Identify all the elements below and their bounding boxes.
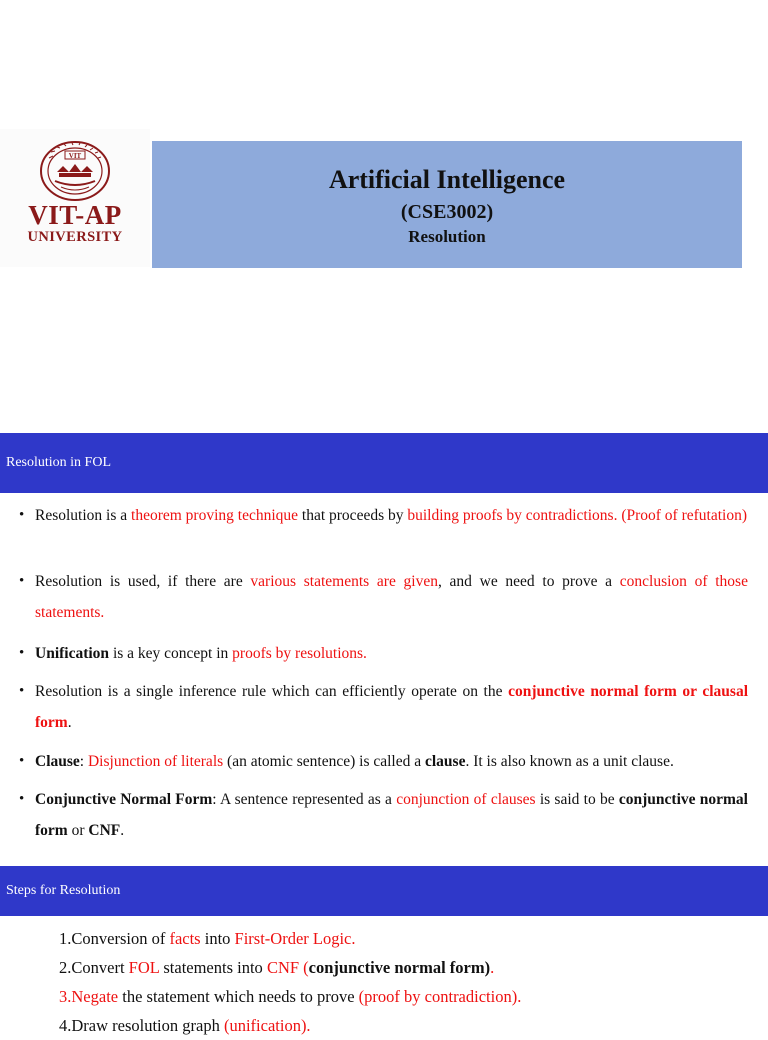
title-slide bbox=[0, 0, 768, 410]
logo-subtitle: UNIVERSITY bbox=[27, 229, 123, 245]
seal-label: VIT bbox=[68, 152, 82, 160]
university-logo bbox=[0, 129, 150, 267]
bullet-icon: • bbox=[19, 507, 25, 523]
bullet-item: • Conjunctive Normal Form: A sentence represented as a conjunction of clauses is said to be conjunctive normal form or CNF. bbox=[35, 784, 748, 846]
bullet-item: • Resolution is a single inference rule which can efficiently operate on the conjunctive normal form or clausal form. bbox=[35, 676, 748, 738]
steps-list bbox=[59, 924, 759, 1040]
bullet-item: • Resolution is a theorem proving technique that proceeds by building proofs by contradictions. (Proof of refutation) bbox=[35, 500, 748, 531]
section-heading-resolution-in-fol: Resolution in FOL bbox=[0, 433, 768, 493]
course-code: (CSE3002) bbox=[400, 201, 494, 223]
bullet-item: • Clause: Disjunction of literals (an atomic sentence) is called a clause. It is also known as a unit clause. bbox=[35, 746, 748, 777]
step-item: 2.Convert FOL statements into CNF (conjunctive normal form). bbox=[59, 958, 495, 977]
course-title: Artificial Intelligence bbox=[328, 165, 566, 194]
bullet-item: • Unification is a key concept in proofs by resolutions. bbox=[35, 638, 748, 669]
bullet-icon: • bbox=[19, 573, 25, 589]
bullet-icon: • bbox=[19, 791, 25, 807]
step-item: 3.Negate the statement which needs to prove (proof by contradiction). bbox=[59, 987, 522, 1006]
bullet-icon: • bbox=[19, 645, 25, 661]
logo-title: VIT-AP bbox=[28, 200, 122, 230]
bullet-icon: • bbox=[19, 683, 25, 699]
lecture-topic: Resolution bbox=[408, 227, 486, 246]
university-seal-icon bbox=[39, 140, 111, 202]
title-banner bbox=[152, 141, 742, 268]
bullet-item: • Resolution is used, if there are various statements are given, and we need to prove a conclusion of those statements. bbox=[35, 566, 748, 628]
bullet-icon: • bbox=[19, 753, 25, 769]
step-item: 1.Conversion of facts into First-Order Logic. bbox=[59, 929, 356, 948]
step-item: 4.Draw resolution graph (unification). bbox=[59, 1016, 311, 1035]
section-heading-steps-for-resolution: Steps for Resolution bbox=[0, 866, 768, 916]
